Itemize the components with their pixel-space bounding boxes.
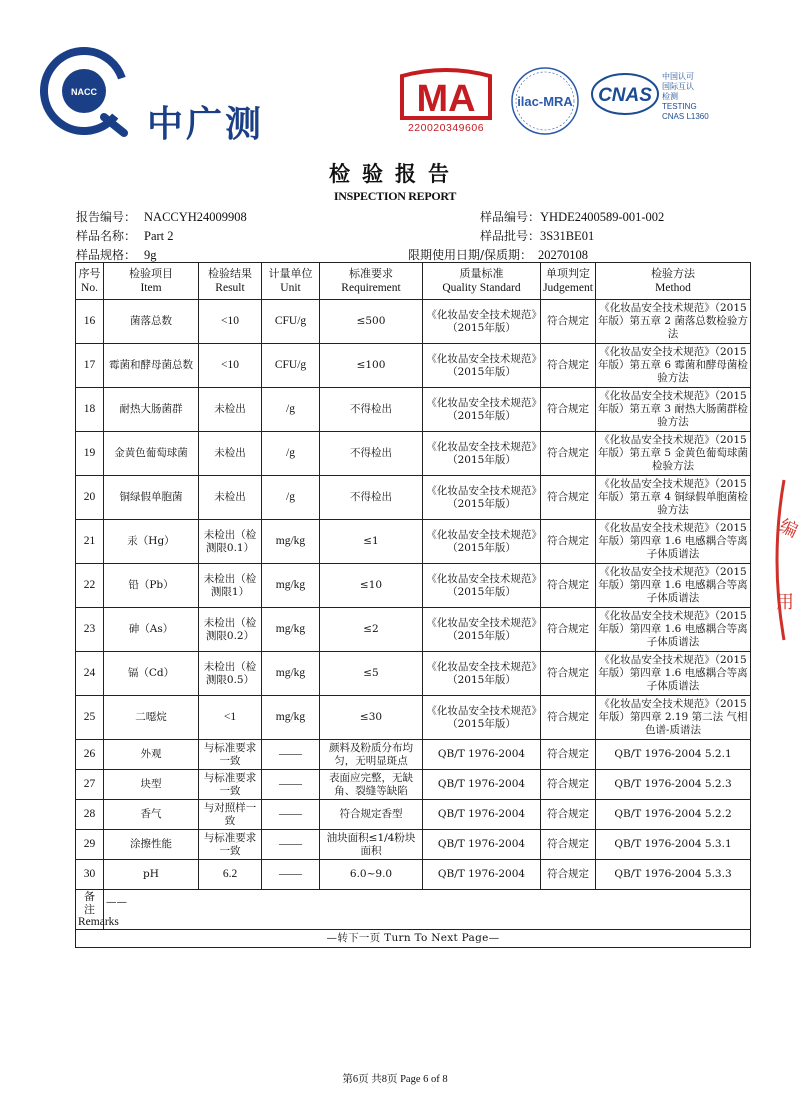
nacc-logo-icon — [40, 47, 128, 135]
row-method: QB/T 1976-2004 5.3.1 — [596, 830, 751, 860]
cnas-caption-line: 检测 — [662, 92, 678, 101]
row-no: 21 — [76, 520, 104, 564]
table-row — [76, 830, 751, 860]
expiry-label: 限期使用日期/保质期： — [408, 248, 533, 262]
row-item: 涂擦性能 — [104, 830, 199, 860]
row-no: 26 — [76, 740, 104, 770]
batch-line — [480, 227, 594, 244]
sample-no-label: 样品编号： — [480, 210, 541, 224]
row-quality-standard: 《化妆品安全技术规范》（2015年版） — [423, 432, 541, 476]
row-unit: mg/kg — [262, 520, 320, 564]
brand-name: 中广测 — [147, 104, 265, 145]
row-quality-standard: QB/T 1976-2004 — [423, 860, 541, 890]
row-result: 未检出（检测限1） — [199, 564, 262, 608]
row-method: 《化妆品安全技术规范》（2015年版）第四章 1.6 电感耦合等离子体质谱法 — [596, 652, 751, 696]
turn-page-row — [76, 930, 751, 948]
row-no: 28 — [76, 800, 104, 830]
row-requirement: ≤2 — [320, 608, 423, 652]
sample-name-line — [76, 227, 174, 244]
row-result: 与对照样一致 — [199, 800, 262, 830]
sample-spec-line — [76, 246, 157, 263]
report-title: 检验报告 — [329, 161, 461, 186]
row-item: 霉菌和酵母菌总数 — [104, 344, 199, 388]
row-quality-standard: 《化妆品安全技术规范》（2015年版） — [423, 564, 541, 608]
report-no-value: NACCYH24009908 — [144, 210, 247, 224]
turn-page-note: —转下一页 Turn To Next Page— — [76, 930, 751, 948]
header-requirement: 标准要求 Requirement — [320, 263, 423, 300]
table-row — [76, 388, 751, 432]
row-unit: mg/kg — [262, 696, 320, 740]
row-no: 17 — [76, 344, 104, 388]
row-unit: CFU/g — [262, 300, 320, 344]
row-item: 块型 — [104, 770, 199, 800]
row-quality-standard: 《化妆品安全技术规范》（2015年版） — [423, 476, 541, 520]
row-result: 未检出（检测限0.1） — [199, 520, 262, 564]
row-item: 外观 — [104, 740, 199, 770]
header-judgement: 单项判定 Judgement — [541, 263, 596, 300]
sample-spec-label: 样品规格： — [76, 248, 137, 262]
row-result: 未检出 — [199, 432, 262, 476]
row-requirement: 符合规定香型 — [320, 800, 423, 830]
row-item: 金黄色葡萄球菌 — [104, 432, 199, 476]
remarks-value: —— — [104, 890, 751, 930]
table-header-row — [76, 263, 751, 300]
row-unit: mg/kg — [262, 564, 320, 608]
row-method: 《化妆品安全技术规范》（2015年版）第四章 1.6 电感耦合等离子体质谱法 — [596, 564, 751, 608]
row-no: 27 — [76, 770, 104, 800]
row-item: 二噁烷 — [104, 696, 199, 740]
expiry-line — [408, 246, 588, 263]
row-result: 未检出（检测限0.2） — [199, 608, 262, 652]
row-unit: —— — [262, 740, 320, 770]
row-no: 19 — [76, 432, 104, 476]
row-quality-standard: 《化妆品安全技术规范》（2015年版） — [423, 300, 541, 344]
batch-value: 3S31BE01 — [540, 229, 595, 243]
table-row — [76, 344, 751, 388]
row-requirement: 不得检出 — [320, 388, 423, 432]
cma-number: 220020349606 — [407, 122, 485, 134]
row-unit: CFU/g — [262, 344, 320, 388]
row-quality-standard: 《化妆品安全技术规范》（2015年版） — [423, 652, 541, 696]
sample-no-value: YHDE2400589-001-002 — [540, 210, 665, 224]
row-requirement: 不得检出 — [320, 432, 423, 476]
table-row — [76, 432, 751, 476]
page-footer: 第6页 共8页 Page 6 of 8 — [342, 1074, 448, 1085]
row-result: <1 — [199, 696, 262, 740]
row-method: 《化妆品安全技术规范》（2015年版）第五章 4 铜绿假单胞菌检验方法 — [596, 476, 751, 520]
table-row — [76, 800, 751, 830]
table-row — [76, 520, 751, 564]
table-row — [76, 300, 751, 344]
row-method: 《化妆品安全技术规范》（2015年版）第五章 5 金黄色葡萄球菌检验方法 — [596, 432, 751, 476]
row-item: 菌落总数 — [104, 300, 199, 344]
header-result: 检验结果 Result — [199, 263, 262, 300]
cnas-caption-line: TESTING — [662, 102, 697, 111]
header-item: 检验项目 Item — [104, 263, 199, 300]
row-requirement: ≤10 — [320, 564, 423, 608]
ilac-logo-text: ilac-MRA — [517, 94, 573, 109]
svg-text:编: 编 — [775, 515, 802, 543]
row-method: QB/T 1976-2004 5.3.3 — [596, 860, 751, 890]
row-no: 22 — [76, 564, 104, 608]
row-no: 23 — [76, 608, 104, 652]
header-quality-standard: 质量标准 Quality Standard — [423, 263, 541, 300]
table-row — [76, 564, 751, 608]
row-unit: —— — [262, 800, 320, 830]
row-result: 与标准要求一致 — [199, 830, 262, 860]
sample-no-line — [480, 208, 664, 225]
row-quality-standard: 《化妆品安全技术规范》（2015年版） — [423, 608, 541, 652]
row-judgement: 符合规定 — [541, 830, 596, 860]
table-row — [76, 696, 751, 740]
row-judgement: 符合规定 — [541, 344, 596, 388]
row-judgement: 符合规定 — [541, 520, 596, 564]
row-judgement: 符合规定 — [541, 740, 596, 770]
expiry-value: 20270108 — [538, 248, 589, 262]
sample-name-label: 样品名称： — [76, 229, 137, 243]
row-judgement: 符合规定 — [541, 608, 596, 652]
cnas-logo-text: CNAS — [598, 85, 652, 106]
row-no: 18 — [76, 388, 104, 432]
row-item: 汞（Hg） — [104, 520, 199, 564]
row-judgement: 符合规定 — [541, 476, 596, 520]
row-requirement: 表面应完整，无缺角、裂缝等缺陷 — [320, 770, 423, 800]
row-quality-standard: 《化妆品安全技术规范》（2015年版） — [423, 520, 541, 564]
row-result: 未检出（检测限0.5） — [199, 652, 262, 696]
row-quality-standard: QB/T 1976-2004 — [423, 800, 541, 830]
row-unit: mg/kg — [262, 652, 320, 696]
header-no: 序号 No. — [76, 263, 104, 300]
row-method: QB/T 1976-2004 5.2.3 — [596, 770, 751, 800]
header-unit: 计量单位 Unit — [262, 263, 320, 300]
row-method: 《化妆品安全技术规范》（2015年版）第四章 1.6 电感耦合等离子体质谱法 — [596, 608, 751, 652]
row-item: 香气 — [104, 800, 199, 830]
batch-label: 样品批号： — [480, 229, 541, 243]
report-no-label: 报告编号： — [76, 210, 137, 224]
table-row — [76, 770, 751, 800]
row-method: 《化妆品安全技术规范》（2015年版）第五章 3 耐热大肠菌群检验方法 — [596, 388, 751, 432]
row-result: <10 — [199, 300, 262, 344]
row-no: 20 — [76, 476, 104, 520]
row-judgement: 符合规定 — [541, 770, 596, 800]
row-requirement: 不得检出 — [320, 476, 423, 520]
table-row — [76, 860, 751, 890]
row-result: 6.2 — [199, 860, 262, 890]
row-no: 16 — [76, 300, 104, 344]
row-no: 24 — [76, 652, 104, 696]
row-requirement: 颜料及粉质分布均匀，无明显斑点 — [320, 740, 423, 770]
row-item: 铜绿假单胞菌 — [104, 476, 199, 520]
row-unit: —— — [262, 770, 320, 800]
row-method: 《化妆品安全技术规范》（2015年版）第五章 2 菌落总数检验方法 — [596, 300, 751, 344]
row-item: 砷（As） — [104, 608, 199, 652]
cnas-caption-line: 国际互认 — [662, 82, 694, 91]
table-row — [76, 608, 751, 652]
row-unit: —— — [262, 860, 320, 890]
row-result: 未检出 — [199, 388, 262, 432]
row-judgement: 符合规定 — [541, 652, 596, 696]
row-unit: /g — [262, 388, 320, 432]
cma-logo-text: MA — [416, 78, 476, 120]
table-row — [76, 740, 751, 770]
cnas-caption-line: 中国认可 — [662, 72, 694, 81]
cnas-caption-line: CNAS L1360 — [662, 112, 709, 121]
row-item: 铅（Pb） — [104, 564, 199, 608]
sample-spec-value: 9g — [144, 248, 157, 262]
ilac-mra-logo-icon — [510, 66, 580, 136]
row-requirement: ≤500 — [320, 300, 423, 344]
row-unit: /g — [262, 476, 320, 520]
row-quality-standard: QB/T 1976-2004 — [423, 740, 541, 770]
header-method: 检验方法 Method — [596, 263, 751, 300]
table-row — [76, 476, 751, 520]
seal-stamp-icon — [770, 480, 810, 640]
row-result: 未检出 — [199, 476, 262, 520]
row-requirement: ≤100 — [320, 344, 423, 388]
row-no: 29 — [76, 830, 104, 860]
row-quality-standard: 《化妆品安全技术规范》（2015年版） — [423, 696, 541, 740]
row-judgement: 符合规定 — [541, 300, 596, 344]
row-requirement: 油块面积≤1/4粉块面积 — [320, 830, 423, 860]
row-item: 镉（Cd） — [104, 652, 199, 696]
row-requirement: ≤5 — [320, 652, 423, 696]
row-result: <10 — [199, 344, 262, 388]
row-no: 25 — [76, 696, 104, 740]
row-quality-standard: 《化妆品安全技术规范》（2015年版） — [423, 344, 541, 388]
row-quality-standard: 《化妆品安全技术规范》（2015年版） — [423, 388, 541, 432]
row-judgement: 符合规定 — [541, 388, 596, 432]
row-method: 《化妆品安全技术规范》（2015年版）第四章 1.6 电感耦合等离子体质谱法 — [596, 520, 751, 564]
row-method: QB/T 1976-2004 5.2.1 — [596, 740, 751, 770]
row-item: pH — [104, 860, 199, 890]
row-item: 耐热大肠菌群 — [104, 388, 199, 432]
row-result: 与标准要求一致 — [199, 770, 262, 800]
row-judgement: 符合规定 — [541, 564, 596, 608]
row-method: 《化妆品安全技术规范》（2015年版）第四章 2.19 第二法 气相色谱-质谱法 — [596, 696, 751, 740]
row-requirement: ≤1 — [320, 520, 423, 564]
row-quality-standard: QB/T 1976-2004 — [423, 830, 541, 860]
row-unit: mg/kg — [262, 608, 320, 652]
inspection-table — [75, 262, 751, 948]
row-unit: —— — [262, 830, 320, 860]
row-judgement: 符合规定 — [541, 860, 596, 890]
remarks-row — [76, 890, 751, 930]
row-judgement: 符合规定 — [541, 800, 596, 830]
row-method: QB/T 1976-2004 5.2.2 — [596, 800, 751, 830]
row-judgement: 符合规定 — [541, 432, 596, 476]
sample-name-value: Part 2 — [144, 229, 174, 243]
report-no-line — [76, 208, 247, 225]
svg-text:用: 用 — [776, 592, 794, 613]
remarks-label: 备 注 Remarks — [76, 890, 104, 930]
row-no: 30 — [76, 860, 104, 890]
row-requirement: 6.0~9.0 — [320, 860, 423, 890]
nacc-badge-text: NACC — [71, 87, 97, 97]
row-result: 与标准要求一致 — [199, 740, 262, 770]
cnas-caption — [662, 72, 709, 122]
row-unit: /g — [262, 432, 320, 476]
cnas-logo-icon — [590, 72, 660, 116]
row-requirement: ≤30 — [320, 696, 423, 740]
table-row — [76, 652, 751, 696]
row-judgement: 符合规定 — [541, 696, 596, 740]
row-quality-standard: QB/T 1976-2004 — [423, 770, 541, 800]
row-method: 《化妆品安全技术规范》（2015年版）第五章 6 霉菌和酵母菌检验方法 — [596, 344, 751, 388]
report-subtitle: INSPECTION REPORT — [333, 189, 457, 203]
